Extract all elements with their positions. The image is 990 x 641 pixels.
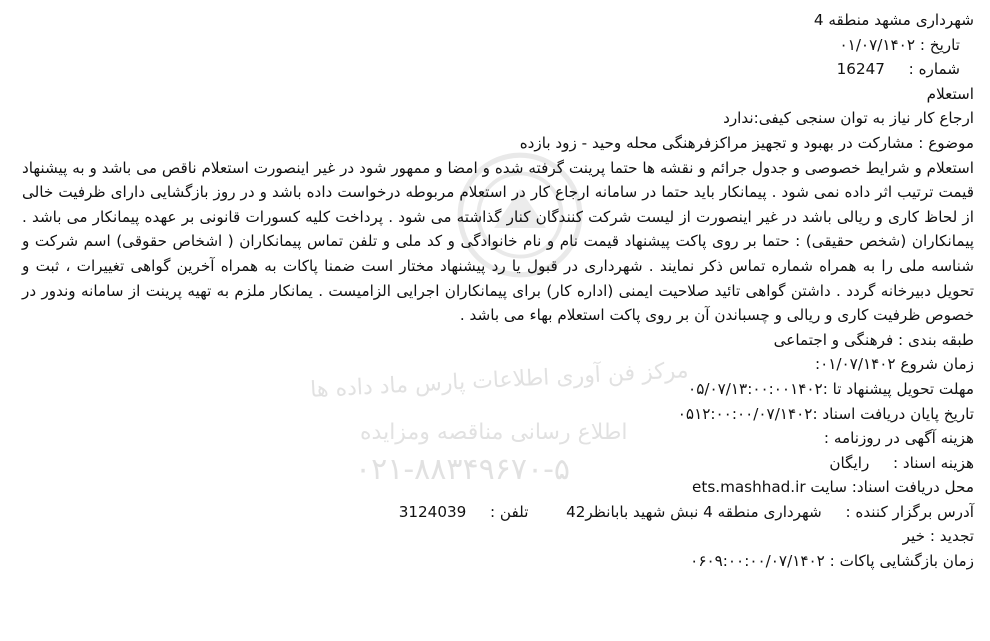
number-label: شماره : bbox=[908, 60, 960, 79]
document-cost bbox=[22, 451, 974, 476]
referral-line: ارجاع کار نیاز به توان سنجی کیفی:ندارد bbox=[723, 109, 974, 128]
submission-deadline: مهلت تحویل پیشنهاد تا :۰۵/۰۷/۱۳:۰۰:۰۰۱۴۰۲ bbox=[688, 379, 974, 398]
org-name: شهرداری مشهد منطقه 4 bbox=[813, 11, 974, 29]
address-label: آدرس برگزار کننده : bbox=[845, 502, 974, 521]
start-time: زمان شروع ۰۱/۰۷/۱۴۰۲: bbox=[814, 355, 974, 374]
newspaper-cost: هزینه آگهی در روزنامه : bbox=[823, 429, 974, 448]
notice-number bbox=[22, 57, 974, 82]
renewal-line: تجدید : خیر bbox=[902, 527, 974, 546]
notice-type: استعلام bbox=[926, 84, 974, 103]
watermark-line-1: مرکز فن آوری اطلاعات پارس ماد داده ها bbox=[309, 358, 690, 403]
address-value: شهرداری منطقه 4 نبش شهید بابانظر42 bbox=[566, 502, 822, 521]
receive-place: محل دریافت اسناد: سایت ets.mashhad.ir bbox=[692, 478, 974, 497]
watermark-phone: ۰۲۱-۸۸۳۴۹۶۷۰-۵ bbox=[355, 452, 571, 487]
document-end-date: تاریخ پایان دریافت اسناد :۰۵۱۲:۰۰:۰۰/۰۷/۱۴۰۲ bbox=[677, 404, 974, 423]
category-line: طبقه بندی : فرهنگی و اجتماعی bbox=[773, 330, 974, 349]
document-cost-label: هزینه اسناد : bbox=[892, 453, 974, 472]
watermark-line-2: اطلاع رسانی مناقصه ومزایده bbox=[360, 420, 628, 445]
notice-date: تاریخ : ۰۱/۰۷/۱۴۰۲ bbox=[839, 35, 960, 54]
phone-value: 3124039 bbox=[398, 502, 467, 521]
subject-line: موضوع : مشارکت در بهبود و تجهیز مراکزفرهنگی محله وحید - زود بازده bbox=[519, 133, 974, 152]
opening-time: زمان بازگشایی پاکات : ۰۶۰۹:۰۰:۰۰/۰۷/۱۴۰۲ bbox=[690, 552, 974, 571]
document-cost-value: رایگان bbox=[829, 453, 870, 472]
number-value: 16247 bbox=[836, 60, 885, 79]
address-line bbox=[22, 500, 974, 525]
body-paragraph: استعلام و شرایط خصوصی و جدول جرائم و نقشه ها حتما پرینت گرفته شده و امضا و ممهور شود در غیر اینصورت استعلام ناقص می باشد و به پیشنهاد قیمت ترتیب اثر داده نمی شود . پیمانکار باید حتما در سامانه ارجاع کار در استعلام مربوطه درخواست داده باشد و در روز بازگشایی دارای ظرفیت خالی از لحاظ کاری و ریالی باشد در غیر اینصورت از لیست شرکت کنندگان کنار گذاشته می شود . پرداخت کلیه کسورات قانونی بر عهده پیمانکار می باشد . پیمانکاران (شخص حقیقی) : حتما بر روی پاکت پیشنهاد قیمت نام و نام خانوادگی و کد ملی و تلفن تماس پیمانکاران ( اشخاص حقوقی) اسم شرکت و شناسه ملی را به همراه شماره تماس ذکر نمایند . شهرداری در قبول یا رد پیشنهاد مختار است ضمنا پاکات به همراه آخرین گواهی تغییرات ، ثبت و تحویل دبیرخانه گردد . داشتن گواهی تائید صلاحیت ایمنی (اداره کار) برای پیمانکاران اجرایی الزامیست . یمانکار ملزم به تهیه پرینت از سامانه وندور در خصوص ظرفیت کاری و ریالی و چسباندن آن بر روی پاکت استعلام بهاء می باشد . bbox=[22, 158, 974, 325]
phone-label: تلفن : bbox=[489, 502, 529, 521]
